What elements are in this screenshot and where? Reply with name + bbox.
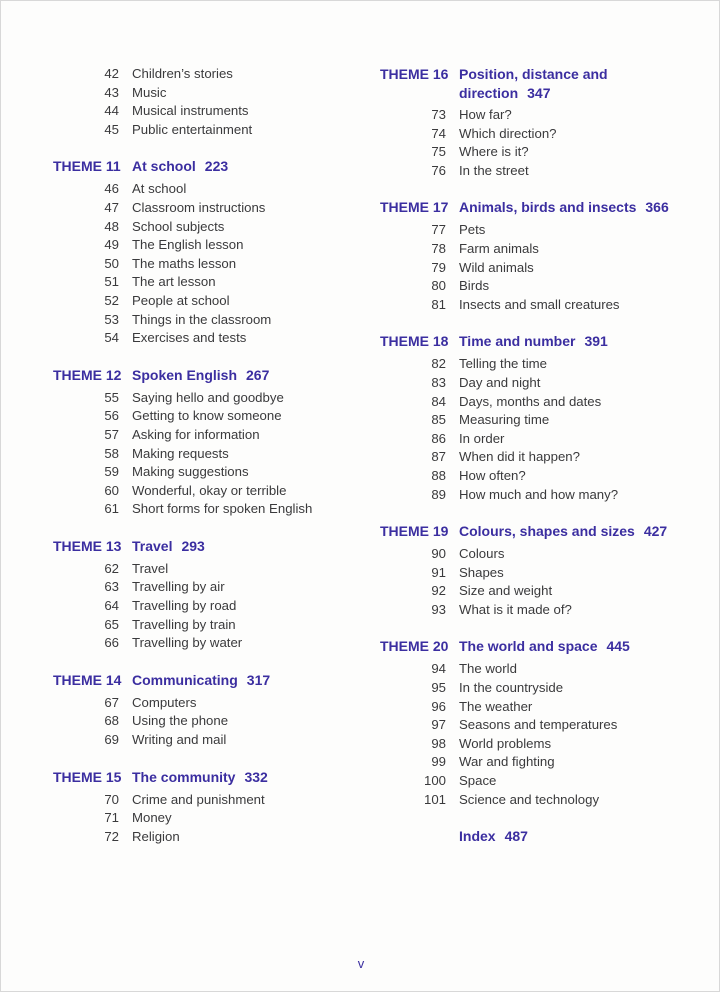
theme-heading [361,522,720,542]
right-column [361,65,720,850]
entry-number: 94 [431,661,446,677]
toc-entry [1,500,361,519]
entry-title: Saying hello and goodbye [132,389,284,405]
entry-number: 97 [431,717,446,733]
entry-title: Birds [459,278,490,294]
entry-number: 74 [431,125,446,141]
theme-title: Position, distance and direction [459,66,608,101]
theme-name [132,537,205,556]
entry-number: 59 [104,464,119,480]
theme-label: THEME 11 [53,158,121,175]
toc-entry [361,582,720,601]
entry-title: Seasons and temperatures [459,717,618,733]
index-page: 487 [504,828,528,845]
entry-title: War and fighting [459,754,555,770]
toc-entry [361,393,720,412]
toc-entry [361,240,720,259]
entry-title: Travelling by train [132,616,236,632]
entry-number: 84 [431,393,446,409]
entry-title: Travelling by air [132,579,225,595]
toc-entry [361,125,720,144]
theme-label: THEME 14 [53,671,122,688]
entry-title: Travelling by road [132,598,237,614]
toc-entry [1,712,361,731]
entry-number: 76 [431,162,446,178]
entry-title: Science and technology [459,791,600,807]
entry-title: Travelling by water [132,635,243,651]
toc-entry [361,162,720,181]
entry-number: 62 [104,560,119,576]
theme-name [132,366,269,385]
left-column [1,65,361,846]
entry-number: 82 [431,356,446,372]
entry-number: 79 [431,259,446,275]
entry-number: 54 [104,330,119,346]
entry-title: Things in the classroom [132,311,272,327]
toc-entry [361,143,720,162]
theme-title: At school [132,158,196,175]
entry-number: 72 [104,828,119,844]
entry-title: Crime and punishment [132,791,265,807]
toc-entry [1,634,361,653]
toc-entry [361,716,720,735]
entry-title: Telling the time [459,356,547,372]
toc-entry [361,791,720,810]
toc-entry [1,273,361,292]
toc-entry [361,106,720,125]
entry-number: 58 [104,445,119,461]
entry-number: 75 [431,144,446,160]
entry-number: 81 [431,296,446,312]
toc-entry [361,679,720,698]
toc-entry [1,199,361,218]
entry-number: 65 [104,616,119,632]
toc-entry [1,445,361,464]
entry-number: 51 [104,274,119,290]
toc-entry [1,102,361,121]
entry-number: 69 [104,732,119,748]
theme-heading [1,671,361,691]
entry-number: 85 [431,412,446,428]
entry-number: 71 [104,810,119,826]
index-link [459,827,528,846]
theme-heading [1,366,361,386]
entry-number: 60 [104,482,119,498]
entry-title: People at school [132,292,230,308]
entry-title: In the countryside [459,680,564,696]
theme-label: THEME 17 [380,199,449,216]
entry-title: Space [459,773,497,789]
entry-number: 90 [431,546,446,562]
entry-number: 88 [431,467,446,483]
theme-label: THEME 12 [53,366,122,383]
toc-entry [361,660,720,679]
entry-title: Exercises and tests [132,330,247,346]
entry-title: Which direction? [459,125,557,141]
toc-entry [1,694,361,713]
entry-title: Writing and mail [132,732,227,748]
entry-title: What is it made of? [459,601,572,617]
theme-title: Colours, shapes and sizes [459,523,635,540]
toc-entry [1,560,361,579]
theme-page: 267 [246,366,270,383]
toc-entry [361,467,720,486]
theme-title: Spoken English [132,366,238,383]
entry-number: 44 [104,103,119,119]
entry-title: Size and weight [459,583,553,599]
theme-name [459,522,667,541]
theme-page: 223 [204,158,229,175]
toc-entry [361,735,720,754]
theme-name [132,768,268,787]
toc-entry [361,296,720,315]
entry-title: Using the phone [132,713,229,729]
theme-name [132,157,228,176]
toc-entry [1,311,361,330]
entry-title: Where is it? [459,144,529,160]
toc-entry [1,236,361,255]
entry-number: 93 [431,601,446,617]
theme-name [459,65,629,102]
entry-title: Asking for information [132,426,260,442]
theme-name [459,198,669,217]
entry-title: Wonderful, okay or terrible [132,482,287,498]
toc-entry [361,430,720,449]
toc-entry [361,448,720,467]
entry-title: Children’s stories [132,66,233,81]
entry-number: 77 [431,222,446,238]
entry-title: Travel [132,560,169,576]
toc-entry [1,329,361,348]
toc-entry [1,292,361,311]
entry-title: Music [132,84,167,100]
theme-name [132,671,270,690]
theme-page: 391 [584,333,608,350]
entry-title: The art lesson [132,274,216,290]
theme-page: 445 [606,638,630,655]
toc-entry [1,389,361,408]
entry-title: Wild animals [459,259,534,275]
entry-number: 86 [431,430,446,446]
theme-label: THEME 16 [380,66,449,82]
entry-title: Insects and small creatures [459,296,620,312]
entry-title: Computers [132,694,197,710]
toc-entry [361,221,720,240]
theme-heading [361,65,720,103]
entry-number: 101 [423,791,446,807]
entry-title: Making requests [132,445,229,461]
entry-title: Public entertainment [132,121,253,137]
theme-heading [1,157,361,177]
entry-title: Measuring time [459,412,550,428]
entry-title: How far? [459,107,512,122]
entry-title: World problems [459,735,552,751]
entry-number: 56 [104,408,119,424]
toc-entry [1,255,361,274]
theme-name [459,332,608,351]
entry-title: Getting to know someone [132,408,282,424]
theme-page: 427 [643,523,668,540]
entry-title: Days, months and dates [459,393,602,409]
entry-number: 68 [104,713,119,729]
toc-entry [361,772,720,791]
entry-number: 66 [104,635,119,651]
entry-title: The maths lesson [132,255,237,271]
entry-number: 53 [104,311,119,327]
toc-entry [361,374,720,393]
theme-page: 293 [181,537,205,554]
toc-entry [361,545,720,564]
entry-title: Religion [132,828,180,844]
entry-number: 83 [431,374,446,390]
theme-label: THEME 20 [380,638,449,655]
toc-entry [361,259,720,278]
page-number: v [357,956,365,971]
entry-title: Pets [459,222,486,238]
entry-number: 43 [104,84,119,100]
entry-number: 63 [104,579,119,595]
entry-title: At school [132,181,187,197]
entry-number: 47 [104,199,119,215]
entry-title: In order [459,430,505,446]
entry-title: Short forms for spoken English [132,501,313,517]
theme-heading [361,637,720,657]
entry-title: How much and how many? [459,486,619,502]
entry-title: Money [132,810,172,826]
toc-entry [1,426,361,445]
entry-title: Day and night [459,374,541,390]
entry-number: 98 [431,735,446,751]
toc-entry [361,411,720,430]
entry-title: When did it happen? [459,449,580,465]
entry-title: Shapes [459,564,504,580]
entry-title: Musical instruments [132,103,249,119]
entry-title: The world [459,661,517,677]
toc-entry [1,616,361,635]
theme-page: 366 [645,199,669,216]
theme-title: Communicating [132,671,238,688]
toc-entry [1,731,361,750]
entry-number: 55 [104,389,119,405]
theme-page: 347 [527,84,551,101]
entry-title: The English lesson [132,237,244,253]
toc-entry [1,218,361,237]
theme-heading [1,768,361,788]
theme-label: THEME 13 [53,537,122,554]
entry-title: How often? [459,467,526,483]
entry-number: 95 [431,680,446,696]
entry-number: 48 [104,218,119,234]
entry-title: Making suggestions [132,464,249,480]
toc-entry [361,355,720,374]
toc-entry [361,486,720,505]
theme-label: THEME 15 [53,768,122,785]
entry-title: Colours [459,546,505,562]
toc-entry [1,578,361,597]
entry-title: Classroom instructions [132,199,266,215]
theme-title: Time and number [459,333,576,350]
toc-entry [361,753,720,772]
index-heading [361,827,720,847]
theme-page: 317 [246,671,271,688]
toc-entry [361,564,720,583]
theme-title: Travel [132,537,173,554]
entry-number: 89 [431,486,446,502]
theme-name [459,637,630,656]
entry-title: Farm animals [459,240,539,256]
toc-entry [361,277,720,296]
entry-number: 87 [431,449,446,465]
entry-number: 99 [431,754,446,770]
toc-entry [361,698,720,717]
entry-number: 91 [431,564,446,580]
toc-entry [1,597,361,616]
toc-entry [1,121,361,140]
entry-number: 46 [104,181,119,197]
theme-title: The world and space [459,638,598,655]
toc-entry [1,180,361,199]
entry-number: 50 [104,255,119,271]
entry-title: The weather [459,698,533,714]
toc-entry [1,65,361,84]
toc-entry [1,791,361,810]
theme-label: THEME 18 [380,333,449,350]
entry-number: 92 [431,583,446,599]
entry-number: 45 [104,121,119,137]
entry-number: 67 [104,694,119,710]
entry-number: 57 [104,426,119,442]
toc-entry [1,828,361,847]
entry-title: In the street [459,162,529,178]
theme-heading [361,332,720,352]
theme-page: 332 [244,768,268,785]
toc-entry [1,809,361,828]
toc-entry [1,407,361,426]
theme-heading [1,537,361,557]
toc-entry [1,482,361,501]
toc-entry [1,84,361,103]
entry-title: School subjects [132,218,225,234]
index-label: Index [459,828,496,845]
entry-number: 49 [104,237,119,253]
theme-heading [361,198,720,218]
theme-title: Animals, birds and insects [459,199,637,216]
toc-entry [361,601,720,620]
entry-number: 80 [431,278,446,294]
theme-title: The community [132,768,236,785]
theme-label: THEME 19 [380,523,449,540]
entry-number: 64 [104,598,119,614]
entry-number: 73 [431,107,446,122]
entry-number: 78 [431,240,446,256]
entry-number: 100 [423,773,446,789]
toc-entry [1,463,361,482]
entry-number: 61 [104,501,119,517]
entry-number: 96 [431,698,446,714]
entry-number: 70 [104,791,119,807]
entry-number: 52 [104,292,119,308]
entry-number: 42 [104,66,119,81]
